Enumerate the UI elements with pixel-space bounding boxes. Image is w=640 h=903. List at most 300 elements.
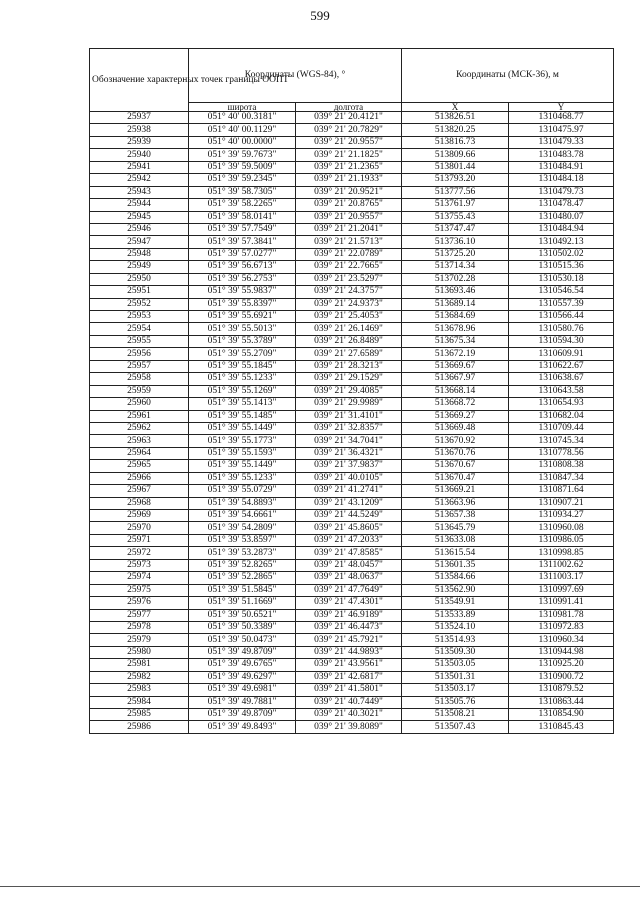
- x-cell: 513669.48: [402, 422, 509, 434]
- longitude-cell: 039° 21' 26.8489": [296, 335, 402, 347]
- x-cell: 513663.96: [402, 497, 509, 509]
- table-row: [90, 286, 614, 298]
- latitude-cell: 051° 39' 58.0141": [189, 211, 296, 223]
- y-cell: 1310960.08: [509, 522, 614, 534]
- table-row: [90, 261, 614, 273]
- table-row: [90, 510, 614, 522]
- header-longitude: долгота: [296, 103, 402, 112]
- y-cell: 1310566.44: [509, 311, 614, 323]
- point-id-cell: 25986: [90, 721, 189, 733]
- latitude-cell: 051° 39' 52.2865": [189, 572, 296, 584]
- longitude-cell: 039° 21' 44.9893": [296, 646, 402, 658]
- y-cell: 1310778.56: [509, 447, 614, 459]
- point-id-cell: 25959: [90, 385, 189, 397]
- longitude-cell: 039° 21' 34.7041": [296, 435, 402, 447]
- longitude-cell: 039° 21' 40.7449": [296, 696, 402, 708]
- y-cell: 1310972.83: [509, 621, 614, 633]
- point-id-cell: 25938: [90, 124, 189, 136]
- table-row: [90, 161, 614, 173]
- y-cell: 1310502.02: [509, 248, 614, 260]
- table-row: [90, 609, 614, 621]
- page-bottom-rule: [0, 886, 640, 887]
- table-row: [90, 671, 614, 683]
- y-cell: 1310907.21: [509, 497, 614, 509]
- table-row: [90, 547, 614, 559]
- point-id-cell: 25942: [90, 174, 189, 186]
- point-id-cell: 25941: [90, 161, 189, 173]
- table-row: [90, 323, 614, 335]
- table-row: [90, 174, 614, 186]
- y-cell: 1310997.69: [509, 584, 614, 596]
- longitude-cell: 039° 21' 20.4121": [296, 112, 402, 124]
- table-header-row: [90, 49, 614, 103]
- longitude-cell: 039° 21' 40.0105": [296, 472, 402, 484]
- y-cell: 1310479.33: [509, 136, 614, 148]
- longitude-cell: 039° 21' 28.3213": [296, 360, 402, 372]
- point-id-cell: 25972: [90, 547, 189, 559]
- point-id-cell: 25943: [90, 186, 189, 198]
- point-id-cell: 25975: [90, 584, 189, 596]
- point-id-cell: 25954: [90, 323, 189, 335]
- y-cell: 1310900.72: [509, 671, 614, 683]
- latitude-cell: 051° 39' 55.5013": [189, 323, 296, 335]
- longitude-cell: 039° 21' 43.9561": [296, 659, 402, 671]
- longitude-cell: 039° 21' 47.4301": [296, 597, 402, 609]
- y-cell: 1310654.93: [509, 398, 614, 410]
- y-cell: 1310475.97: [509, 124, 614, 136]
- point-id-cell: 25955: [90, 335, 189, 347]
- latitude-cell: 051° 39' 58.2265": [189, 199, 296, 211]
- table-row: [90, 311, 614, 323]
- table-row: [90, 335, 614, 347]
- table-row: [90, 597, 614, 609]
- longitude-cell: 039° 21' 25.4053": [296, 311, 402, 323]
- x-cell: 513509.30: [402, 646, 509, 658]
- y-cell: 1310468.77: [509, 112, 614, 124]
- latitude-cell: 051° 39' 55.1233": [189, 472, 296, 484]
- longitude-cell: 039° 21' 29.4085": [296, 385, 402, 397]
- point-id-cell: 25956: [90, 348, 189, 360]
- table-row: [90, 460, 614, 472]
- longitude-cell: 039° 21' 20.9557": [296, 136, 402, 148]
- longitude-cell: 039° 21' 47.8585": [296, 547, 402, 559]
- table-row: [90, 447, 614, 459]
- latitude-cell: 051° 39' 59.5009": [189, 161, 296, 173]
- table-row: [90, 398, 614, 410]
- table-row: [90, 534, 614, 546]
- point-id-cell: 25948: [90, 248, 189, 260]
- table-row: [90, 709, 614, 721]
- y-cell: 1310479.73: [509, 186, 614, 198]
- point-id-cell: 25971: [90, 534, 189, 546]
- x-cell: 513809.66: [402, 149, 509, 161]
- table-row: [90, 223, 614, 235]
- latitude-cell: 051° 39' 57.7549": [189, 223, 296, 235]
- latitude-cell: 051° 39' 55.9837": [189, 286, 296, 298]
- x-cell: 513670.76: [402, 447, 509, 459]
- table-row: [90, 422, 614, 434]
- x-cell: 513657.38: [402, 510, 509, 522]
- y-cell: 1310638.67: [509, 373, 614, 385]
- y-cell: 1310981.78: [509, 609, 614, 621]
- point-id-cell: 25977: [90, 609, 189, 621]
- header-latitude: широта: [189, 103, 296, 112]
- table-row: [90, 472, 614, 484]
- longitude-cell: 039° 21' 44.5249": [296, 510, 402, 522]
- x-cell: 513801.44: [402, 161, 509, 173]
- longitude-cell: 039° 21' 26.1469": [296, 323, 402, 335]
- latitude-cell: 051° 39' 55.1449": [189, 460, 296, 472]
- longitude-cell: 039° 21' 21.1825": [296, 149, 402, 161]
- longitude-cell: 039° 21' 20.9557": [296, 211, 402, 223]
- table-row: [90, 373, 614, 385]
- latitude-cell: 051° 39' 50.3389": [189, 621, 296, 633]
- longitude-cell: 039° 21' 37.9837": [296, 460, 402, 472]
- latitude-cell: 051° 39' 55.2709": [189, 348, 296, 360]
- latitude-cell: 051° 40' 00.1129": [189, 124, 296, 136]
- table-row: [90, 497, 614, 509]
- table-row: [90, 572, 614, 584]
- y-cell: 1310643.58: [509, 385, 614, 397]
- point-id-cell: 25958: [90, 373, 189, 385]
- longitude-cell: 039° 21' 23.5297": [296, 273, 402, 285]
- x-cell: 513505.76: [402, 696, 509, 708]
- point-id-cell: 25946: [90, 223, 189, 235]
- table-row: [90, 236, 614, 248]
- point-id-cell: 25983: [90, 684, 189, 696]
- table-row: [90, 621, 614, 633]
- longitude-cell: 039° 21' 32.8357": [296, 422, 402, 434]
- y-cell: 1310998.85: [509, 547, 614, 559]
- x-cell: 513684.69: [402, 311, 509, 323]
- table-row: [90, 248, 614, 260]
- x-cell: 513508.21: [402, 709, 509, 721]
- y-cell: 1310925.20: [509, 659, 614, 671]
- latitude-cell: 051° 40' 00.0000": [189, 136, 296, 148]
- y-cell: 1310478.47: [509, 199, 614, 211]
- table-row: [90, 298, 614, 310]
- y-cell: 1310492.13: [509, 236, 614, 248]
- table-row: [90, 360, 614, 372]
- longitude-cell: 039° 21' 36.4321": [296, 447, 402, 459]
- x-cell: 513633.08: [402, 534, 509, 546]
- x-cell: 513669.67: [402, 360, 509, 372]
- latitude-cell: 051° 39' 55.6921": [189, 311, 296, 323]
- x-cell: 513777.56: [402, 186, 509, 198]
- table-row: [90, 559, 614, 571]
- latitude-cell: 051° 39' 59.7673": [189, 149, 296, 161]
- latitude-cell: 051° 39' 50.0473": [189, 634, 296, 646]
- x-cell: 513514.93: [402, 634, 509, 646]
- latitude-cell: 051° 39' 58.7305": [189, 186, 296, 198]
- longitude-cell: 039° 21' 47.7649": [296, 584, 402, 596]
- y-cell: 1310871.64: [509, 485, 614, 497]
- latitude-cell: 051° 39' 49.8493": [189, 721, 296, 733]
- x-cell: 513755.43: [402, 211, 509, 223]
- x-cell: 513702.28: [402, 273, 509, 285]
- longitude-cell: 039° 21' 21.2041": [296, 223, 402, 235]
- longitude-cell: 039° 21' 21.2365": [296, 161, 402, 173]
- x-cell: 513693.46: [402, 286, 509, 298]
- table-row: [90, 410, 614, 422]
- y-cell: 1311002.62: [509, 559, 614, 571]
- latitude-cell: 051° 39' 49.6297": [189, 671, 296, 683]
- point-id-cell: 25976: [90, 597, 189, 609]
- x-cell: 513615.54: [402, 547, 509, 559]
- y-cell: 1310808.38: [509, 460, 614, 472]
- table-row: [90, 124, 614, 136]
- x-cell: 513549.91: [402, 597, 509, 609]
- point-id-cell: 25950: [90, 273, 189, 285]
- latitude-cell: 051° 39' 51.1669": [189, 597, 296, 609]
- x-cell: 513670.92: [402, 435, 509, 447]
- y-cell: 1311003.17: [509, 572, 614, 584]
- table-row: [90, 646, 614, 658]
- y-cell: 1310515.36: [509, 261, 614, 273]
- x-cell: 513503.17: [402, 684, 509, 696]
- longitude-cell: 039° 21' 22.7665": [296, 261, 402, 273]
- longitude-cell: 039° 21' 20.8765": [296, 199, 402, 211]
- longitude-cell: 039° 21' 39.8089": [296, 721, 402, 733]
- y-cell: 1310863.44: [509, 696, 614, 708]
- table-body: [90, 112, 614, 734]
- latitude-cell: 051° 39' 54.6661": [189, 510, 296, 522]
- longitude-cell: 039° 21' 24.9373": [296, 298, 402, 310]
- x-cell: 513507.43: [402, 721, 509, 733]
- x-cell: 513668.14: [402, 385, 509, 397]
- latitude-cell: 051° 39' 55.3789": [189, 335, 296, 347]
- table-row: [90, 435, 614, 447]
- x-cell: 513668.72: [402, 398, 509, 410]
- point-id-cell: 25967: [90, 485, 189, 497]
- header-msk36-coordinates: Координаты (МСК-36), м: [402, 49, 614, 103]
- y-cell: 1310986.05: [509, 534, 614, 546]
- y-cell: 1310960.34: [509, 634, 614, 646]
- y-cell: 1310483.78: [509, 149, 614, 161]
- point-id-cell: 25951: [90, 286, 189, 298]
- y-cell: 1310484.18: [509, 174, 614, 186]
- y-cell: 1310594.30: [509, 335, 614, 347]
- header-wgs84-coordinates: Координаты (WGS-84), °: [189, 49, 402, 103]
- y-cell: 1310847.34: [509, 472, 614, 484]
- point-id-cell: 25945: [90, 211, 189, 223]
- y-cell: 1310879.52: [509, 684, 614, 696]
- table-row: [90, 112, 614, 124]
- y-cell: 1310609.91: [509, 348, 614, 360]
- point-id-cell: 25965: [90, 460, 189, 472]
- x-cell: 513672.19: [402, 348, 509, 360]
- longitude-cell: 039° 21' 24.3757": [296, 286, 402, 298]
- longitude-cell: 039° 21' 41.2741": [296, 485, 402, 497]
- point-id-cell: 25968: [90, 497, 189, 509]
- table-row: [90, 136, 614, 148]
- table-row: [90, 634, 614, 646]
- longitude-cell: 039° 21' 43.1209": [296, 497, 402, 509]
- y-cell: 1310682.04: [509, 410, 614, 422]
- point-id-cell: 25966: [90, 472, 189, 484]
- y-cell: 1310709.44: [509, 422, 614, 434]
- point-id-cell: 25944: [90, 199, 189, 211]
- latitude-cell: 051° 39' 56.6713": [189, 261, 296, 273]
- latitude-cell: 051° 39' 54.8893": [189, 497, 296, 509]
- point-id-cell: 25939: [90, 136, 189, 148]
- point-id-cell: 25952: [90, 298, 189, 310]
- point-id-cell: 25973: [90, 559, 189, 571]
- y-cell: 1310480.07: [509, 211, 614, 223]
- point-id-cell: 25969: [90, 510, 189, 522]
- point-id-cell: 25949: [90, 261, 189, 273]
- latitude-cell: 051° 39' 57.3841": [189, 236, 296, 248]
- x-cell: 513820.25: [402, 124, 509, 136]
- latitude-cell: 051° 39' 55.1269": [189, 385, 296, 397]
- point-id-cell: 25962: [90, 422, 189, 434]
- point-id-cell: 25937: [90, 112, 189, 124]
- y-cell: 1310845.43: [509, 721, 614, 733]
- x-cell: 513816.73: [402, 136, 509, 148]
- x-cell: 513669.21: [402, 485, 509, 497]
- y-cell: 1310484.94: [509, 223, 614, 235]
- point-id-cell: 25947: [90, 236, 189, 248]
- y-cell: 1310580.76: [509, 323, 614, 335]
- point-id-cell: 25979: [90, 634, 189, 646]
- x-cell: 513670.67: [402, 460, 509, 472]
- longitude-cell: 039° 21' 27.6589": [296, 348, 402, 360]
- latitude-cell: 051° 39' 55.8397": [189, 298, 296, 310]
- x-cell: 513714.34: [402, 261, 509, 273]
- x-cell: 513736.10: [402, 236, 509, 248]
- x-cell: 513645.79: [402, 522, 509, 534]
- point-id-cell: 25957: [90, 360, 189, 372]
- latitude-cell: 051° 39' 49.8709": [189, 646, 296, 658]
- latitude-cell: 051° 39' 55.1773": [189, 435, 296, 447]
- longitude-cell: 039° 21' 46.9189": [296, 609, 402, 621]
- x-cell: 513667.97: [402, 373, 509, 385]
- table-row: [90, 721, 614, 733]
- longitude-cell: 039° 21' 47.2033": [296, 534, 402, 546]
- latitude-cell: 051° 39' 55.1413": [189, 398, 296, 410]
- header-point-designation: Обозначение характерных точек границы ООПТ: [90, 49, 189, 112]
- y-cell: 1310944.98: [509, 646, 614, 658]
- latitude-cell: 051° 39' 55.1233": [189, 373, 296, 385]
- table-row: [90, 211, 614, 223]
- longitude-cell: 039° 21' 21.5713": [296, 236, 402, 248]
- y-cell: 1310530.18: [509, 273, 614, 285]
- latitude-cell: 051° 39' 54.2809": [189, 522, 296, 534]
- x-cell: 513562.90: [402, 584, 509, 596]
- x-cell: 513725.20: [402, 248, 509, 260]
- header-y: Y: [509, 103, 614, 112]
- latitude-cell: 051° 39' 50.6521": [189, 609, 296, 621]
- latitude-cell: 051° 39' 56.2753": [189, 273, 296, 285]
- latitude-cell: 051° 39' 55.1593": [189, 447, 296, 459]
- point-id-cell: 25981: [90, 659, 189, 671]
- table-row: [90, 684, 614, 696]
- table-row: [90, 522, 614, 534]
- x-cell: 513669.27: [402, 410, 509, 422]
- coordinates-table: [89, 48, 614, 734]
- x-cell: 513675.34: [402, 335, 509, 347]
- point-id-cell: 25961: [90, 410, 189, 422]
- longitude-cell: 039° 21' 20.9521": [296, 186, 402, 198]
- point-id-cell: 25953: [90, 311, 189, 323]
- longitude-cell: 039° 21' 29.9989": [296, 398, 402, 410]
- header-x: X: [402, 103, 509, 112]
- latitude-cell: 051° 39' 57.0277": [189, 248, 296, 260]
- point-id-cell: 25970: [90, 522, 189, 534]
- point-id-cell: 25985: [90, 709, 189, 721]
- page-number: 599: [310, 8, 330, 23]
- longitude-cell: 039° 21' 46.4473": [296, 621, 402, 633]
- table-row: [90, 186, 614, 198]
- latitude-cell: 051° 40' 00.3181": [189, 112, 296, 124]
- y-cell: 1310854.90: [509, 709, 614, 721]
- x-cell: 513689.14: [402, 298, 509, 310]
- point-id-cell: 25960: [90, 398, 189, 410]
- longitude-cell: 039° 21' 45.7921": [296, 634, 402, 646]
- point-id-cell: 25963: [90, 435, 189, 447]
- y-cell: 1310557.39: [509, 298, 614, 310]
- y-cell: 1310546.54: [509, 286, 614, 298]
- latitude-cell: 051° 39' 49.6981": [189, 684, 296, 696]
- latitude-cell: 051° 39' 49.6765": [189, 659, 296, 671]
- x-cell: 513678.96: [402, 323, 509, 335]
- latitude-cell: 051° 39' 59.2345": [189, 174, 296, 186]
- longitude-cell: 039° 21' 48.0457": [296, 559, 402, 571]
- latitude-cell: 051° 39' 55.1485": [189, 410, 296, 422]
- latitude-cell: 051° 39' 49.7881": [189, 696, 296, 708]
- x-cell: 513793.20: [402, 174, 509, 186]
- x-cell: 513584.66: [402, 572, 509, 584]
- latitude-cell: 051° 39' 55.0729": [189, 485, 296, 497]
- latitude-cell: 051° 39' 49.8709": [189, 709, 296, 721]
- point-id-cell: 25978: [90, 621, 189, 633]
- longitude-cell: 039° 21' 20.7829": [296, 124, 402, 136]
- x-cell: 513826.51: [402, 112, 509, 124]
- point-id-cell: 25980: [90, 646, 189, 658]
- latitude-cell: 051° 39' 55.1845": [189, 360, 296, 372]
- x-cell: 513761.97: [402, 199, 509, 211]
- x-cell: 513533.89: [402, 609, 509, 621]
- table-row: [90, 273, 614, 285]
- x-cell: 513503.05: [402, 659, 509, 671]
- table-row: [90, 149, 614, 161]
- y-cell: 1310991.41: [509, 597, 614, 609]
- point-id-cell: 25982: [90, 671, 189, 683]
- longitude-cell: 039° 21' 40.3021": [296, 709, 402, 721]
- y-cell: 1310622.67: [509, 360, 614, 372]
- longitude-cell: 039° 21' 48.0637": [296, 572, 402, 584]
- longitude-cell: 039° 21' 31.4101": [296, 410, 402, 422]
- latitude-cell: 051° 39' 53.2873": [189, 547, 296, 559]
- longitude-cell: 039° 21' 22.0789": [296, 248, 402, 260]
- latitude-cell: 051° 39' 51.5845": [189, 584, 296, 596]
- x-cell: 513670.47: [402, 472, 509, 484]
- longitude-cell: 039° 21' 21.1933": [296, 174, 402, 186]
- longitude-cell: 039° 21' 45.8605": [296, 522, 402, 534]
- longitude-cell: 039° 21' 29.1529": [296, 373, 402, 385]
- longitude-cell: 039° 21' 42.6817": [296, 671, 402, 683]
- table-row: [90, 385, 614, 397]
- latitude-cell: 051° 39' 52.8265": [189, 559, 296, 571]
- x-cell: 513747.47: [402, 223, 509, 235]
- table-row: [90, 659, 614, 671]
- latitude-cell: 051° 39' 55.1449": [189, 422, 296, 434]
- point-id-cell: 25940: [90, 149, 189, 161]
- y-cell: 1310745.34: [509, 435, 614, 447]
- table-row: [90, 696, 614, 708]
- table-row: [90, 199, 614, 211]
- x-cell: 513524.10: [402, 621, 509, 633]
